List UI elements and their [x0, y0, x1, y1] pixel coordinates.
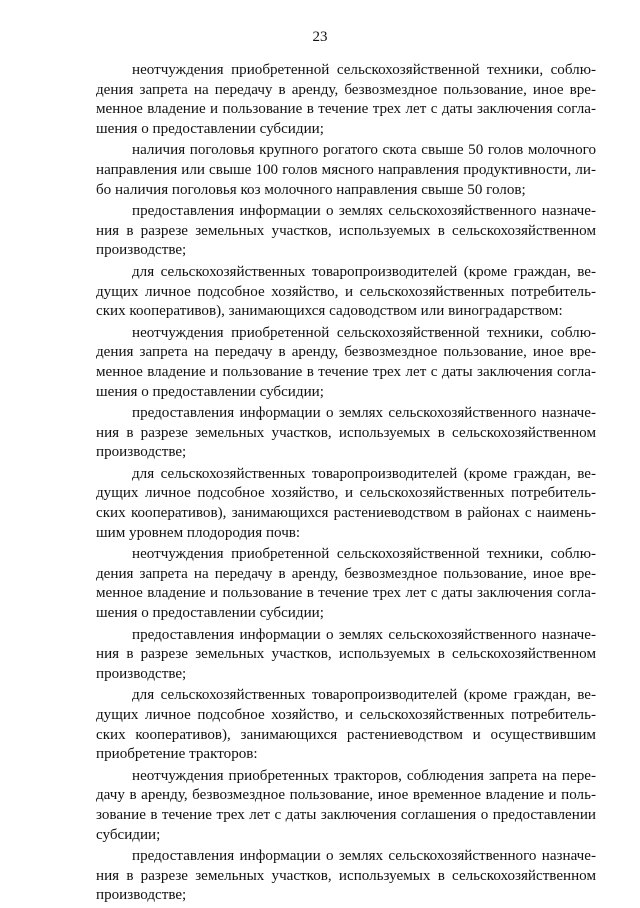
paragraph-10: для сельскохозяйственных товаропроизводителей (кроме граждан, ведущих личное подсобное хозяйство, и сельскохозяйственных потребительских кооперативов), занимающихся растениеводством и осуществившим приобретение тракторов:	[96, 687, 596, 763]
paragraph-8: неотчуждения приобретенной сельскохозяйственной техники, соблюдения запрета на передачу в аренду, безвозмездное пользование, иное временное владение и пользование в течение трех лет с даты заключения соглашения о предоставлении субсидии;	[96, 546, 596, 622]
page-number: 23	[312, 29, 328, 45]
paragraph-1: неотчуждения приобретенной сельскохозяйственной техники, соблюдения запрета на передачу в аренду, безвозмездное пользование, иное временное владение и пользование в течение трех лет с даты заключения соглашения о предоставлении субсидии;	[96, 62, 596, 137]
paragraph-12: предоставления информации о землях сельскохозяйственного назначения в разрезе земельных участков, используемых в сельскохозяйственном производстве;	[96, 848, 596, 904]
paragraph-5: неотчуждения приобретенной сельскохозяйственной техники, соблюдения запрета на передачу в аренду, безвозмездное пользование, иное временное владение и пользование в течение трех лет с даты заключения соглашения о предоставлении субсидии;	[96, 324, 596, 400]
paragraph-11: неотчуждения приобретенных тракторов, соблюдения запрета на передачу в аренду, безвозмездное пользование, иное временное владение и пользование в течение трех лет с даты заключения соглашения о предоставлении субсидии;	[96, 767, 596, 843]
paragraph-3: предоставления информации о землях сельскохозяйственного назначения в разрезе земельных участков, используемых в сельскохозяйственном производстве;	[96, 203, 596, 259]
paragraph-4: для сельскохозяйственных товаропроизводителей (кроме граждан, ведущих личное подсобное хозяйство, и сельскохозяйственных потребительских кооперативов), занимающихся садоводством или виноградарством:	[96, 263, 596, 320]
paragraph-6: предоставления информации о землях сельскохозяйственного назначения в разрезе земельных участков, используемых в сельскохозяйственном производстве;	[96, 405, 596, 461]
paragraph-2: наличия поголовья крупного рогатого скота свыше 50 голов молочного направления или свыше 100 голов мясного направления продуктивности, либо наличия поголовья коз молочного направления свыше 50 голов;	[96, 142, 596, 198]
document-body	[96, 61, 596, 908]
paragraph-9: предоставления информации о землях сельскохозяйственного назначения в разрезе земельных участков, используемых в сельскохозяйственном производстве;	[96, 626, 596, 682]
paragraph-7: для сельскохозяйственных товаропроизводителей (кроме граждан, ведущих личное подсобное хозяйство, и сельскохозяйственных потребительских кооперативов), занимающихся растениеводством в районах с наименьшим уровнем плодородия почв:	[96, 465, 596, 541]
